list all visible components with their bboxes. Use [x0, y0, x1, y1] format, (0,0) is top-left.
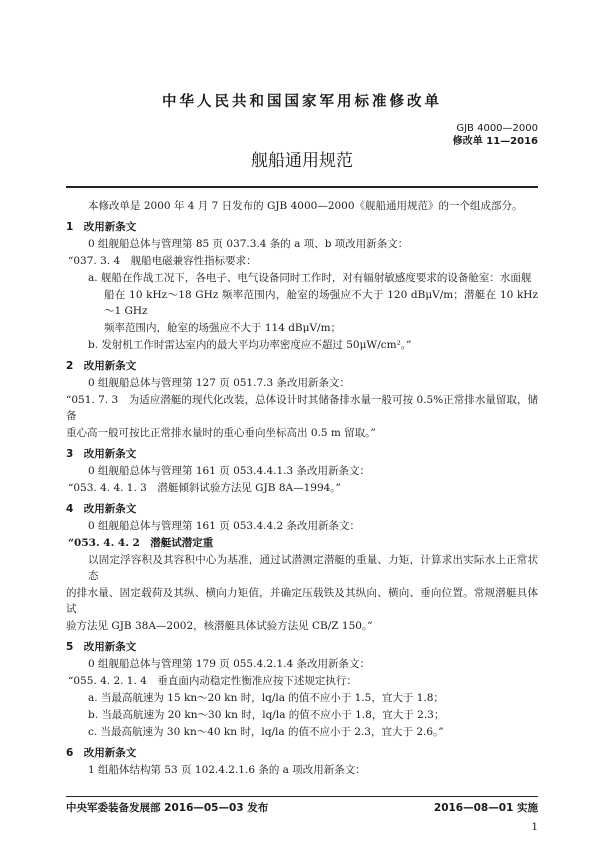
- text-line: 0 组舰船总体与管理第 161 页 053.4.4.2 条改用新条文：: [88, 519, 361, 532]
- text-line: “053. 4. 4. 1. 3 潜艇倾斜试验方法见 GJB 8A—1994。”: [68, 481, 341, 494]
- section-heading: 2 改用新条文: [66, 359, 137, 372]
- text-line: a. 舰船在作战工况下，各电子、电气设备同时工作时，对有辐射敏感度要求的设备舱室：水面舰: [88, 271, 532, 284]
- issuer-date: 中央军委装备发展部 2016—05—03 发布: [66, 802, 269, 814]
- text-line: 0 组舰船总体与管理第 127 页 051.7.3 条改用新条文：: [88, 376, 350, 389]
- text-line: “037. 3. 4 舰船电磁兼容性指标要求：: [68, 254, 257, 267]
- section-heading: 6 改用新条文: [66, 746, 137, 759]
- effective-date: 2016—08—01 实施: [433, 802, 538, 814]
- document-body: [66, 198, 538, 778]
- text-line: 重心高一般可按比正常排水量时的重心垂向坐标高出 0.5 m 留取。”: [66, 426, 376, 439]
- section-heading: 3 改用新条文: [66, 447, 137, 460]
- text-line: b. 当最高航速为 20 kn～30 kn 时，lq/la 的值不应小于 1.8，宜大于 2.3；: [88, 708, 445, 721]
- page-number: 1: [531, 821, 538, 833]
- section-heading: 1 改用新条文: [66, 220, 137, 233]
- text-line: 1 组船体结构第 53 页 102.4.2.1.6 条的 a 项改用新条文：: [88, 763, 366, 776]
- text-line: 验方法见 GJB 38A—2002，核潜艇具体试验方法见 CB/Z 150。”: [66, 619, 373, 632]
- amendment-code: 修改单 11—2016: [452, 136, 538, 147]
- text-line: “051. 7. 3 为适应潜艇的现代化改装，总体设计时其储备排水量一般可按 0.5%正常排水量留取，储备: [66, 393, 538, 422]
- text-line: c. 当最高航速为 30 kn～40 kn 时，lq/la 的值不应小于 2.3，宜大于 2.6。”: [88, 725, 444, 738]
- text-line: 频率范围内，舱室的场强应不大于 114 dBμV/m；: [104, 321, 342, 334]
- standard-codes: [66, 122, 538, 148]
- text-line: b. 发射机工作时雷达室内的最大平均功率密度应不超过 50μW/cm²。”: [88, 338, 412, 351]
- text-line: 以固定浮容积及其容积中心为基准，通过试潜测定潜艇的重量、力矩，计算求出实际水上正常状态: [88, 553, 538, 582]
- text-line: a. 当最高航速为 15 kn～20 kn 时，lq/la 的值不应小于 1.5，宜大于 1.8；: [88, 691, 444, 704]
- footer-rule: [66, 796, 538, 798]
- standard-code: GJB 4000—2000: [456, 123, 538, 134]
- org-title: 中华人民共和国国家军用标准修改单: [162, 94, 442, 110]
- header-rule: [66, 186, 538, 188]
- text-line: 本修改单是 2000 年 4 月 7 日发布的 GJB 4000—2000《舰船通用规范》的一个组成部分。: [88, 199, 523, 212]
- text-line: “055. 4. 2. 1. 4 垂直面内动稳定性衡准应按下述规定执行：: [68, 674, 357, 687]
- section-heading: 5 改用新条文: [66, 640, 137, 653]
- section-heading: 4 改用新条文: [66, 502, 137, 515]
- text-line: 0 组舰船总体与管理第 85 页 037.3.4 条的 a 项、b 项改用新条文：: [88, 237, 409, 250]
- document-title: 舰船通用规范: [251, 151, 353, 171]
- text-line: 0 组舰船总体与管理第 161 页 053.4.4.1.3 条改用新条文：: [88, 464, 371, 477]
- text-line: 0 组舰船总体与管理第 179 页 055.4.2.1.4 条改用新条文：: [88, 657, 371, 670]
- text-line: 船在 10 kHz～18 GHz 频率范围内，舱室的场强应不大于 120 dBμV/m；潜艇在 10 kHz～1 GHz: [104, 288, 538, 317]
- text-line: 的排水量、固定载荷及其纵、横向力矩值，并确定压载铁及其纵向、横向、垂向位置。常规潜艇具体试: [66, 586, 538, 615]
- text-line: “053. 4. 4. 2 潜艇试潜定重: [68, 536, 214, 549]
- footer-dates: [66, 801, 538, 816]
